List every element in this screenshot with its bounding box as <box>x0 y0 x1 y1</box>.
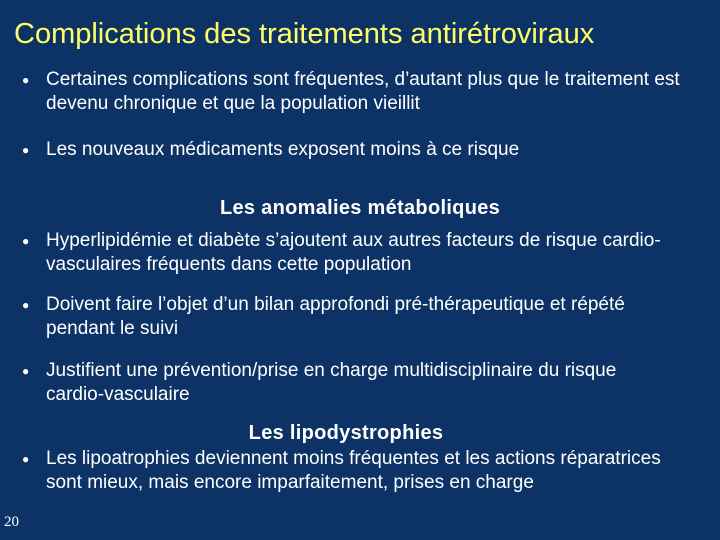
list-item <box>22 359 662 407</box>
bullet-text: Justifient une prévention/prise en charge multidisciplinaire du risque cardio-vasculaire <box>46 360 617 405</box>
section-heading-metabolic: Les anomalies métaboliques <box>219 197 501 219</box>
bullet-icon: ● <box>22 143 30 157</box>
bullet-icon: ● <box>22 364 30 378</box>
bullet-icon: ● <box>22 234 30 248</box>
list-item <box>22 68 698 116</box>
section-heading-lipodystrophy: Les lipodystrophies <box>248 422 444 444</box>
list-item <box>22 293 672 341</box>
slide-title: Complications des traitements antirétroviraux <box>14 18 595 50</box>
list-item <box>22 447 668 495</box>
bullet-icon: ● <box>22 298 30 312</box>
list-item <box>22 229 698 277</box>
bullet-text: Doivent faire l’objet d’un bilan approfondi pré-thérapeutique et répété pendant le suivi <box>46 294 625 339</box>
bullet-icon: ● <box>22 452 30 466</box>
page-number: 20 <box>4 514 19 530</box>
bullet-icon: ● <box>22 73 30 87</box>
bullet-text: Certaines complications sont fréquentes, d’autant plus que le traitement est devenu chronique et que la population vieillit <box>46 69 680 114</box>
bullet-text: Hyperlipidémie et diabète s’ajoutent aux autres facteurs de risque cardio-vasculaires fréquents dans cette population <box>46 230 661 275</box>
bullet-text: Les nouveaux médicaments exposent moins à ce risque <box>46 139 520 160</box>
bullet-text: Les lipoatrophies deviennent moins fréquentes et les actions réparatrices sont mieux, mais encore imparfaitement, prises en charge <box>46 448 661 493</box>
list-item <box>22 138 698 162</box>
